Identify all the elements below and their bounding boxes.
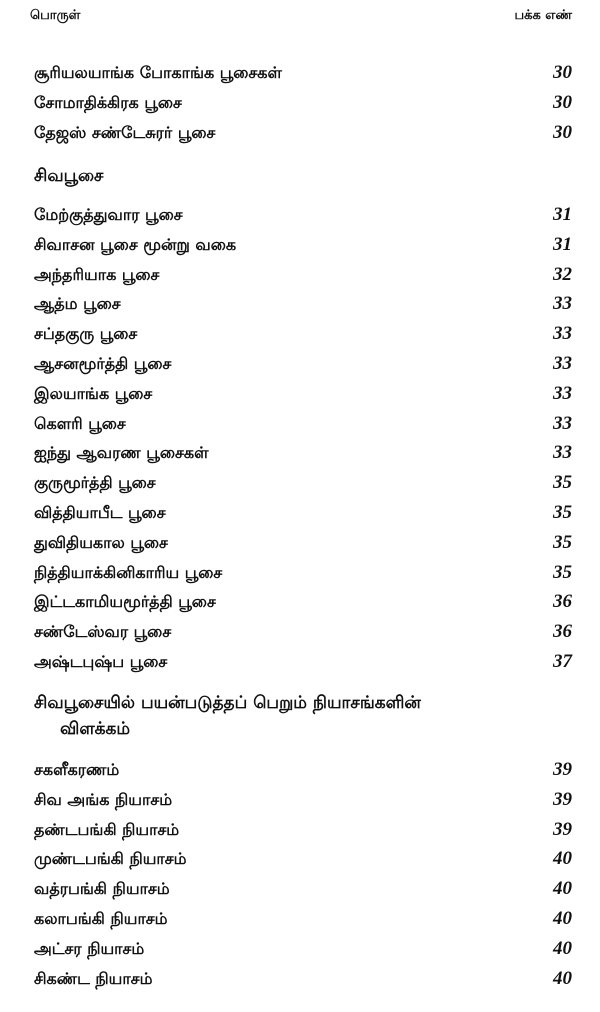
toc-entry xyxy=(0,785,600,815)
toc-entry-title: முண்டபங்கி நியாசம் xyxy=(34,849,187,869)
toc-entry xyxy=(0,200,600,230)
toc-entry-page: 35 xyxy=(553,472,572,494)
toc-entry-page: 39 xyxy=(553,788,572,810)
toc-entry-page: 40 xyxy=(553,907,572,929)
toc-entry-page: 39 xyxy=(553,818,572,840)
toc-entry xyxy=(0,349,600,379)
toc-entry-title: நித்தியாக்கினிகாரிய பூசை xyxy=(34,562,223,582)
toc-entry xyxy=(0,964,600,994)
toc-entry xyxy=(0,815,600,845)
toc-entry-title: சிவாசன பூசை மூன்று வகை xyxy=(34,234,237,254)
toc-entry-page: 40 xyxy=(553,967,572,989)
toc-entry-title: அட்சர நியாசம் xyxy=(34,938,145,958)
toc-entry-title: அஷ்டபுஷ்ப பூசை xyxy=(34,651,168,671)
toc-entry xyxy=(0,289,600,319)
toc-entry xyxy=(0,319,600,349)
toc-entry-page: 33 xyxy=(553,412,572,434)
toc-entry-page: 30 xyxy=(553,62,572,83)
toc-entry-title: கலாபங்கி நியாசம் xyxy=(34,908,168,928)
toc-entry-page: 33 xyxy=(553,382,572,404)
toc-entry-page: 40 xyxy=(553,937,572,959)
toc-entry xyxy=(0,558,600,588)
toc-entry xyxy=(0,874,600,904)
toc-entry-page: 35 xyxy=(553,561,572,583)
toc-entry-title: ஆத்ம பூசை xyxy=(34,294,121,314)
toc-entry-title: ஐந்து ஆவரண பூசைகள் xyxy=(34,443,209,463)
toc-entry-title: இட்டகாமியமூர்த்தி பூசை xyxy=(34,592,216,612)
toc-entry-page: 30 xyxy=(553,91,572,113)
toc-entry xyxy=(0,587,600,617)
toc-entry-page: 33 xyxy=(553,442,572,464)
toc-entry xyxy=(0,844,600,874)
toc-entry-page: 36 xyxy=(553,621,572,643)
toc-entry xyxy=(0,468,600,498)
toc-entry-page: 32 xyxy=(553,263,572,285)
section-heading-line-2: விளக்கம் xyxy=(60,719,131,739)
toc-entry xyxy=(0,904,600,934)
contents-group-3 xyxy=(0,755,600,993)
toc-entry-page: 36 xyxy=(553,591,572,613)
toc-entry xyxy=(0,498,600,528)
toc-entry-page: 35 xyxy=(553,531,572,553)
toc-entry-page: 35 xyxy=(553,501,572,523)
toc-entry-title: குருமூர்த்தி பூசை xyxy=(34,473,156,493)
column-header-subject: பொருள் xyxy=(30,8,81,23)
toc-entry xyxy=(0,58,600,88)
toc-entry-title: சிவ அங்க நியாசம் xyxy=(34,789,173,809)
toc-entry-page: 30 xyxy=(553,121,572,143)
toc-entry xyxy=(0,617,600,647)
toc-entry-title: சப்தகுரு பூசை xyxy=(34,324,138,344)
contents-group-2 xyxy=(0,200,600,677)
toc-entry xyxy=(0,528,600,558)
toc-entry xyxy=(0,755,600,785)
toc-entry-page: 33 xyxy=(553,352,572,374)
toc-entry-title: அந்தரியாக பூசை xyxy=(34,264,160,284)
toc-entry-page: 31 xyxy=(553,233,572,255)
toc-entry-title: மேற்குத்துவார பூசை xyxy=(34,205,183,224)
toc-entry xyxy=(0,260,600,290)
toc-entry xyxy=(0,88,600,118)
toc-entry-title: இலயாங்க பூசை xyxy=(34,383,153,403)
toc-entry-title: சிகண்ட நியாசம் xyxy=(34,968,153,988)
toc-entry-title: சண்டேஸ்வர பூசை xyxy=(34,622,172,642)
column-header-page-number: பக்க எண் xyxy=(514,8,572,23)
toc-entry-page: 37 xyxy=(553,650,572,672)
section-heading-sivapoosai: சிவபூசை xyxy=(34,166,104,186)
toc-entry-title: தேஜஸ் சண்டேசுரர் பூசை xyxy=(34,122,216,142)
toc-entry-title: தண்டபங்கி நியாசம் xyxy=(34,819,180,839)
toc-entry-page: 40 xyxy=(553,848,572,870)
toc-entry-title: சூரியலயாங்க போகாங்க பூசைகள் xyxy=(34,63,282,82)
toc-entry xyxy=(0,409,600,439)
toc-entry-title: சோமாதிக்கிரக பூசை xyxy=(34,92,182,112)
toc-entry-title: ஆசனமூர்த்தி பூசை xyxy=(34,353,172,373)
section-heading-line-1: சிவபூசையில் பயன்படுத்தப் பெறும் நியாசங்களின் xyxy=(34,693,421,713)
toc-entry xyxy=(0,934,600,964)
section-heading-niyasam xyxy=(34,690,554,742)
toc-entry-title: கௌரி பூசை xyxy=(34,413,126,433)
contents-group-1 xyxy=(0,58,600,147)
toc-entry xyxy=(0,230,600,260)
toc-entry-page: 31 xyxy=(553,204,572,225)
toc-entry-title: சகளீகரணம் xyxy=(34,760,120,779)
toc-entry xyxy=(0,118,600,148)
toc-entry xyxy=(0,438,600,468)
toc-entry-title: துவிதியகால பூசை xyxy=(34,532,168,552)
toc-entry-title: வித்தியாபீட பூசை xyxy=(34,502,166,522)
toc-entry xyxy=(0,647,600,677)
toc-entry xyxy=(0,379,600,409)
toc-entry-page: 39 xyxy=(553,759,572,780)
toc-entry-page: 40 xyxy=(553,878,572,900)
toc-entry-page: 33 xyxy=(553,293,572,315)
toc-entry-page: 33 xyxy=(553,323,572,345)
toc-entry-title: வத்ரபங்கி நியாசம் xyxy=(34,879,170,899)
